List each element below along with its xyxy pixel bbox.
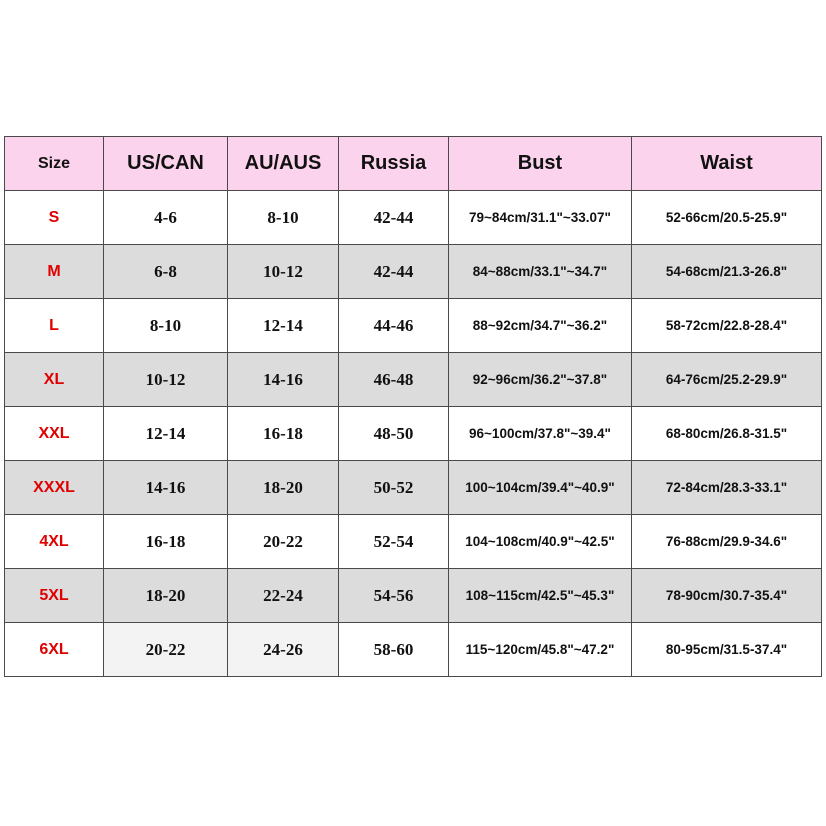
bust-cell: 96~100cm/37.8"~39.4" [449,407,632,461]
us-can-cell: 6-8 [104,245,228,299]
size-cell: XXXL [5,461,104,515]
au-aus-cell: 14-16 [228,353,339,407]
header-size: Size [5,137,104,191]
au-aus-cell: 18-20 [228,461,339,515]
table-row [5,515,822,569]
us-can-cell: 8-10 [104,299,228,353]
russia-cell: 42-44 [339,191,449,245]
russia-cell: 42-44 [339,245,449,299]
header-russia: Russia [339,137,449,191]
bust-cell: 108~115cm/42.5"~45.3" [449,569,632,623]
header-waist: Waist [632,137,822,191]
table-row [5,353,822,407]
russia-cell: 54-56 [339,569,449,623]
au-aus-cell: 22-24 [228,569,339,623]
size-cell: M [5,245,104,299]
us-can-cell: 16-18 [104,515,228,569]
bust-cell: 100~104cm/39.4"~40.9" [449,461,632,515]
us-can-cell: 18-20 [104,569,228,623]
waist-cell: 54-68cm/21.3-26.8" [632,245,822,299]
us-can-cell: 4-6 [104,191,228,245]
size-cell: S [5,191,104,245]
bust-cell: 88~92cm/34.7"~36.2" [449,299,632,353]
waist-cell: 72-84cm/28.3-33.1" [632,461,822,515]
size-cell: XXL [5,407,104,461]
us-can-cell: 20-22 [104,623,228,677]
size-cell: XL [5,353,104,407]
header-us-can: US/CAN [104,137,228,191]
russia-cell: 50-52 [339,461,449,515]
waist-cell: 52-66cm/20.5-25.9" [632,191,822,245]
au-aus-cell: 10-12 [228,245,339,299]
russia-cell: 48-50 [339,407,449,461]
russia-cell: 44-46 [339,299,449,353]
table-row [5,461,822,515]
bust-cell: 79~84cm/31.1"~33.07" [449,191,632,245]
waist-cell: 76-88cm/29.9-34.6" [632,515,822,569]
table-row [5,245,822,299]
waist-cell: 58-72cm/22.8-28.4" [632,299,822,353]
waist-cell: 78-90cm/30.7-35.4" [632,569,822,623]
header-au-aus: AU/AUS [228,137,339,191]
bust-cell: 115~120cm/45.8"~47.2" [449,623,632,677]
bust-cell: 104~108cm/40.9"~42.5" [449,515,632,569]
au-aus-cell: 24-26 [228,623,339,677]
size-cell: 5XL [5,569,104,623]
us-can-cell: 14-16 [104,461,228,515]
table-row [5,299,822,353]
size-chart-table [4,136,822,677]
waist-cell: 68-80cm/26.8-31.5" [632,407,822,461]
au-aus-cell: 16-18 [228,407,339,461]
table-row [5,407,822,461]
russia-cell: 52-54 [339,515,449,569]
bust-cell: 84~88cm/33.1"~34.7" [449,245,632,299]
waist-cell: 64-76cm/25.2-29.9" [632,353,822,407]
header-bust: Bust [449,137,632,191]
table-row [5,191,822,245]
russia-cell: 58-60 [339,623,449,677]
au-aus-cell: 8-10 [228,191,339,245]
russia-cell: 46-48 [339,353,449,407]
us-can-cell: 10-12 [104,353,228,407]
size-cell: L [5,299,104,353]
waist-cell: 80-95cm/31.5-37.4" [632,623,822,677]
table-row [5,623,822,677]
au-aus-cell: 12-14 [228,299,339,353]
au-aus-cell: 20-22 [228,515,339,569]
bust-cell: 92~96cm/36.2"~37.8" [449,353,632,407]
us-can-cell: 12-14 [104,407,228,461]
table-row [5,569,822,623]
size-cell: 4XL [5,515,104,569]
size-cell: 6XL [5,623,104,677]
header-row [5,137,822,191]
